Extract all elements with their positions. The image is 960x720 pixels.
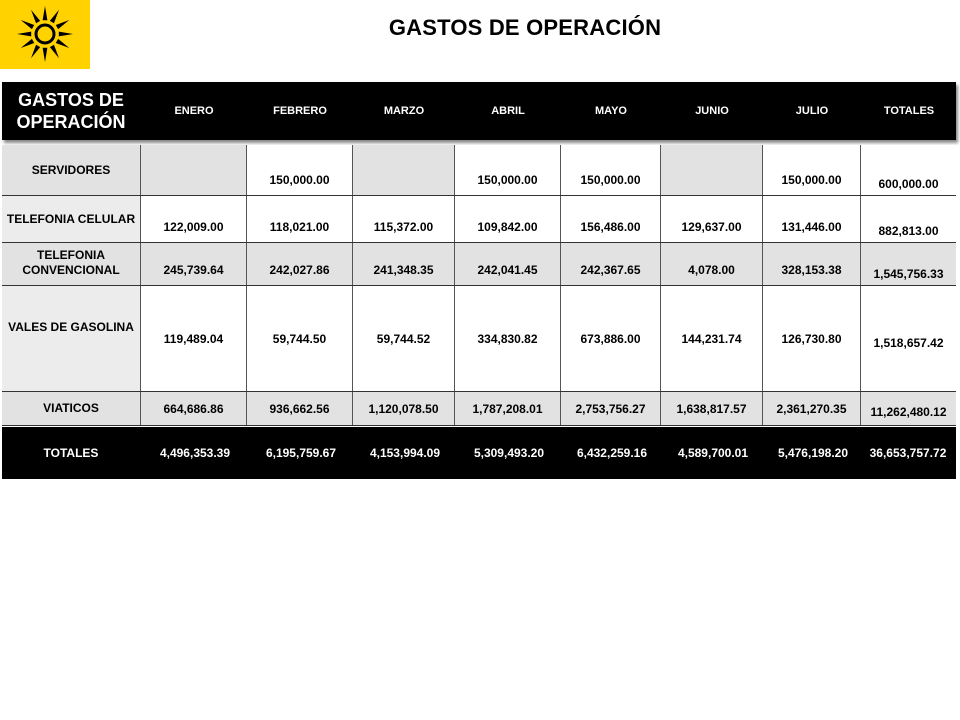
row-label: TELEFONIA CELULAR	[2, 196, 140, 242]
table-cell: 242,367.65	[560, 243, 660, 285]
sun-ray	[56, 39, 69, 48]
table-cell: 109,842.00	[454, 196, 560, 242]
table-row	[2, 145, 956, 196]
table-cell	[140, 145, 246, 195]
table-cell: 59,744.52	[352, 286, 454, 391]
col-marzo: MARZO	[383, 105, 425, 117]
table-cell: 126,730.80	[762, 286, 860, 391]
row-label: VALES DE GASOLINA	[2, 286, 140, 391]
table-cell: 242,027.86	[246, 243, 352, 285]
table-cell: 242,041.45	[454, 243, 560, 285]
table-cell: 150,000.00	[560, 145, 660, 195]
table-cell: 119,489.04	[140, 286, 246, 391]
table-cell: 150,000.00	[454, 145, 560, 195]
sun-ray	[50, 45, 59, 58]
sun-ray	[43, 6, 48, 20]
row-label: VIATICOS	[2, 392, 140, 425]
table-cell-total: 1,518,657.42	[860, 286, 956, 391]
totals-cell: 4,589,700.01	[677, 446, 749, 460]
table-cell: 241,348.35	[352, 243, 454, 285]
table-cell: 122,009.00	[140, 196, 246, 242]
sun-ray	[21, 20, 34, 29]
table-cell: 328,153.38	[762, 243, 860, 285]
table-cell: 144,231.74	[660, 286, 762, 391]
col-totales: TOTALES	[883, 105, 935, 117]
sun-ray	[43, 48, 48, 62]
table-cell: 673,886.00	[560, 286, 660, 391]
totals-row	[2, 427, 956, 479]
table-row	[2, 196, 956, 243]
corner-label: GASTOS DE OPERACIÓN	[16, 90, 126, 132]
col-julio: JULIO	[795, 105, 829, 117]
sun-ray	[50, 10, 59, 23]
col-junio: JUNIO	[695, 105, 729, 117]
table-cell: 334,830.82	[454, 286, 560, 391]
table-cell: 664,686.86	[140, 392, 246, 425]
totals-cell: 6,432,259.16	[576, 446, 648, 460]
col-febrero: FEBRERO	[273, 105, 327, 117]
table-cell: 59,744.50	[246, 286, 352, 391]
table-cell: 115,372.00	[352, 196, 454, 242]
sun-ray	[17, 32, 31, 37]
col-enero: ENERO	[174, 105, 214, 117]
table-cell: 129,637.00	[660, 196, 762, 242]
table-cell: 156,486.00	[560, 196, 660, 242]
table-row	[2, 286, 956, 392]
totals-cell: 5,476,198.20	[777, 446, 849, 460]
sun-ray	[31, 10, 40, 23]
totals-cell-grand: 36,653,757.72	[869, 446, 947, 460]
table-cell: 4,078.00	[660, 243, 762, 285]
sun-ray	[56, 20, 69, 29]
col-mayo: MAYO	[595, 105, 627, 117]
table-header	[2, 82, 956, 140]
page-title: GASTOS DE OPERACIÓN	[388, 15, 662, 40]
table-cell-total: 1,545,756.33	[860, 243, 956, 285]
totals-cell: 4,496,353.39	[159, 446, 231, 460]
sun-ray	[31, 45, 40, 58]
sun-ray	[21, 39, 34, 48]
col-abril: ABRIL	[491, 105, 525, 117]
table-cell: 150,000.00	[246, 145, 352, 195]
totals-cell: 5,309,493.20	[473, 446, 545, 460]
table-cell	[660, 145, 762, 195]
table-row	[2, 243, 956, 286]
totals-cell: 6,195,759.67	[265, 446, 337, 460]
table-cell: 131,446.00	[762, 196, 860, 242]
totals-label: TOTALES	[43, 446, 99, 460]
table-cell: 2,361,270.35	[762, 392, 860, 425]
table-cell: 245,739.64	[140, 243, 246, 285]
sun-logo-icon	[0, 0, 90, 69]
table-cell: 1,120,078.50	[352, 392, 454, 425]
table-cell: 118,021.00	[246, 196, 352, 242]
table-cell: 1,787,208.01	[454, 392, 560, 425]
table-cell	[352, 145, 454, 195]
table-cell-total: 600,000.00	[860, 145, 956, 195]
row-label: TELEFONIA CONVENCIONAL	[2, 243, 140, 285]
totals-cell: 4,153,994.09	[369, 446, 441, 460]
table-cell: 1,638,817.57	[660, 392, 762, 425]
row-label: SERVIDORES	[2, 145, 140, 195]
sun-ray	[59, 32, 73, 37]
table-cell-total: 11,262,480.12	[860, 392, 956, 425]
table-cell: 2,753,756.27	[560, 392, 660, 425]
table-cell-total: 882,813.00	[860, 196, 956, 242]
table-cell: 936,662.56	[246, 392, 352, 425]
table-row	[2, 392, 956, 426]
table-cell: 150,000.00	[762, 145, 860, 195]
